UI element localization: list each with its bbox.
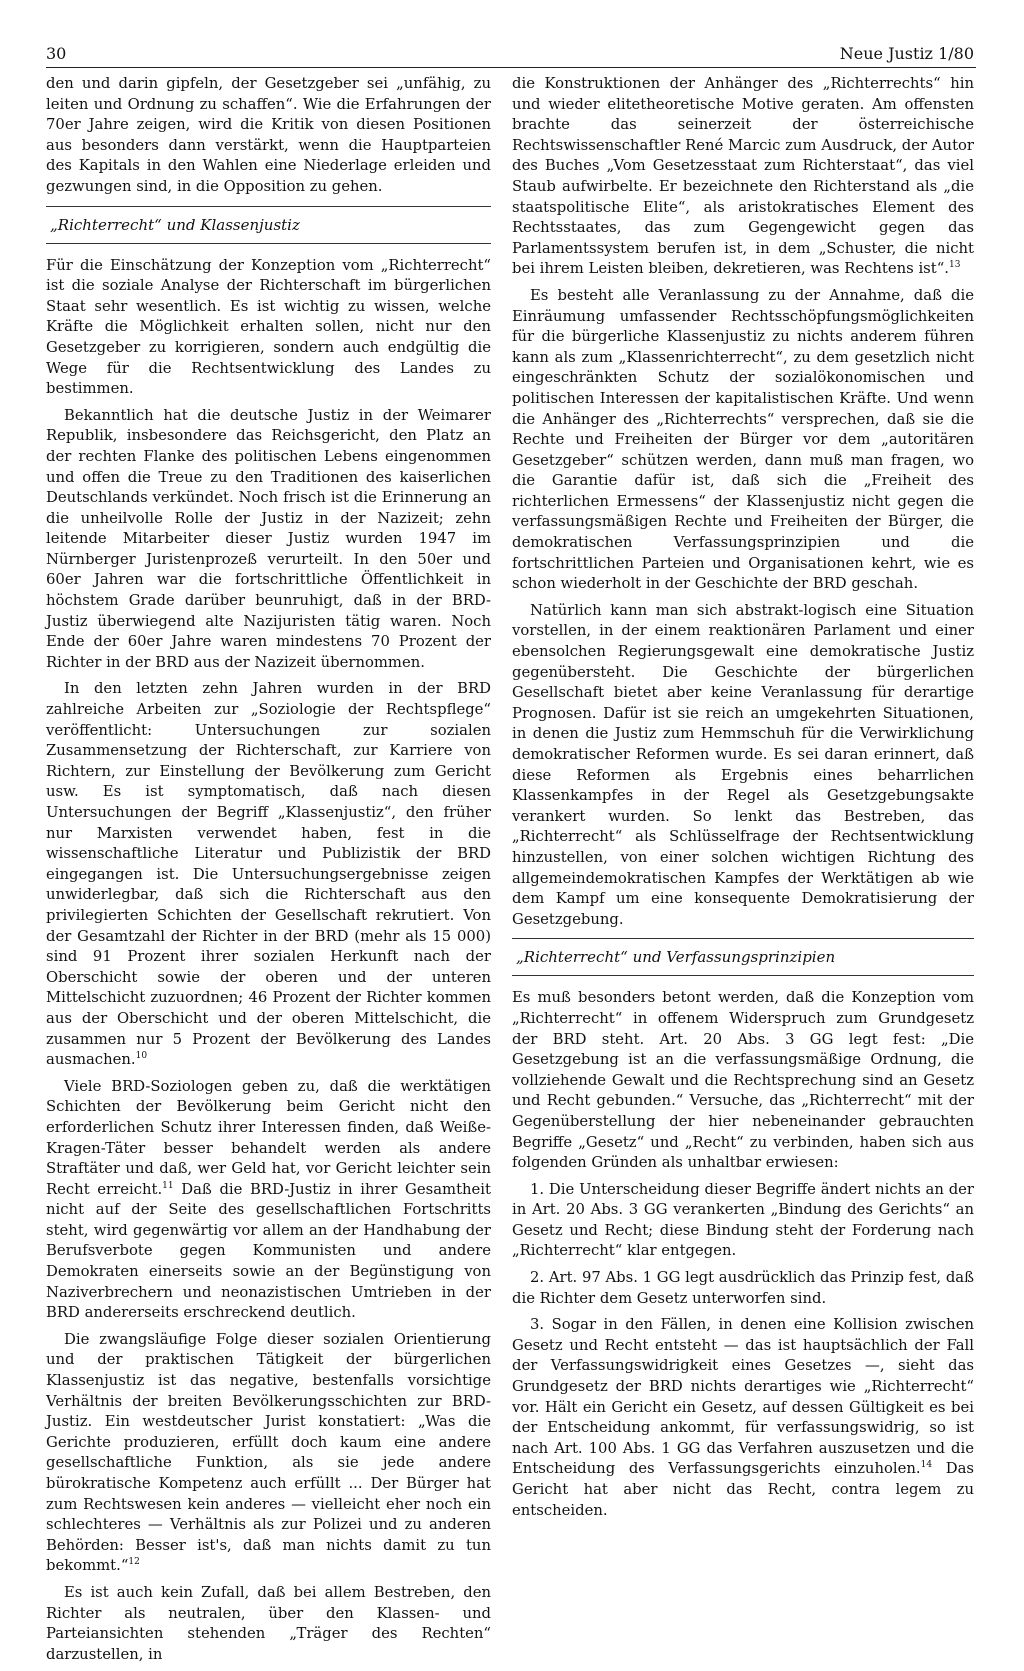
paragraph	[46, 679, 491, 1070]
footnote-ref: 10	[135, 1051, 148, 1062]
paragraph-text: Daß die BRD-Justiz in ihrer Gesamtheit nicht auf der Seite des gesellschaftlichen Fortschritts steht, wird gegenwärtig vor allem an der Handhabung der Berufsverbote gegen Kommunisten und andere Demokraten einerseits sowie an der Begünstigung von Naziverbrechern und neonazistischen Umtrieben in der BRD andererseits erschreckend deutlich.	[46, 1180, 491, 1322]
paragraph-text: Viele BRD-Soziologen geben zu, daß die werktätigen Schichten der Bevölkerung beim Gericht nicht den erforderlichen Schutz ihrer Interessen finden, daß Weiße-Kragen-Täter besser behandelt werden als andere Straftäter und daß, wer Geld hat, vor Gericht leichter sein Recht erreicht.	[46, 1077, 491, 1198]
footnote-ref: 12	[128, 1557, 140, 1568]
paragraph	[46, 1077, 491, 1324]
paragraph-text: In den letzten zehn Jahren wurden in der BRD zahlreiche Arbeiten zur „Soziologie der Rechtspflege“ veröffentlicht: Untersuchungen zur sozialen Zusammensetzung der Richterschaft, zur Karriere von Richtern, zur Einstellung der Bevölkerung zum Gericht usw. Es ist symptomatisch, daß nach diesen Untersuchungen der Begriff „Klassenjustiz“, den früher nur Marxisten verwendet haben, fest in die wissenschaftliche Literatur und Publizistik der BRD eingegangen ist. Die Untersuchungsergebnisse zeigen unwiderlegbar, daß sich die Richterschaft aus den privilegierten Schichten der Gesellschaft rekrutiert. Von der Gesamtzahl der Richter in der BRD (mehr als 15 000) sind 91 Prozent ihrer sozialen Herkunft nach der Oberschicht sowie der oberen und der unteren Mittelschicht zuzuordnen; 46 Prozent der Richter kommen aus der Oberschicht und der oberen Mittelschicht, die zusammen nur 5 Prozent der Bevölkerung des Landes ausmachen.	[46, 680, 491, 1069]
paragraph: Es ist auch kein Zufall, daß bei allem Bestreben, den Richter als neutralen, über den Klassen- und Parteiansichten stehenden „Träger des Rechten“ darzustellen, in	[46, 1583, 491, 1663]
page-number: 30	[46, 44, 67, 63]
list-item	[512, 1315, 974, 1521]
paragraph-text: die Konstruktionen der Anhänger des „Richterrechts“ hin und wieder elitetheoretische Motive geraten. Am offensten brachte das seinerzeit der österreichische Rechtswissenschaftler René Marcic zum Ausdruck, der Autor des Buches „Vom Gesetzesstaat zum Richterstaat“, das viel Staub aufwirbelte. Er bezeichnete den Richterstand als „die staatspolitische Elite“, als aristokratisches Element des Rechtsstaates, das zum Gegengewicht gegen das Parlamentssystem berufen ist, in dem „Schuster, die nicht bei ihrem Leisten bleiben, dekretieren, was Rechtens ist“.	[512, 75, 974, 278]
footnote-ref: 14	[920, 1460, 933, 1471]
paragraph-text: Die zwangsläufige Folge dieser sozialen Orientierung und der praktischen Tätigkeit der bürgerlichen Klassenjustiz ist das negative, bestenfalls vorsichtige Verhältnis der breiten Bevölkerungsschichten zur BRD-Justiz. Ein westdeutscher Jurist konstatiert: „Was die Gerichte produzieren, erfüllt doch kaum eine andere gesellschaftliche Funktion, als sie jede andere bürokratische Kompetenz auch erfüllt ... Der Bürger hat zum Rechtswesen kein anderes — vielleicht eher noch ein schlechteres — Verhältnis als zur Polizei und zu anderen Behörden: Besser ist's, daß man nichts damit zu tun bekommt.“	[46, 1330, 491, 1575]
section-heading: „Richterrecht“ und Verfassungsprinzipien	[512, 938, 974, 976]
running-header: Neue Justiz 1/80	[839, 44, 974, 63]
list-item: 2. Art. 97 Abs. 1 GG legt ausdrücklich das Prinzip fest, daß die Richter dem Gesetz unterworfen sind.	[512, 1269, 974, 1307]
paragraph-text: 3. Sogar in den Fällen, in denen eine Kollision zwischen Gesetz und Recht entsteht — das ist hauptsächlich der Fall der Verfassungswidrigkeit eines Gesetzes —, sieht das Grundgesetz der BRD nichts derartiges wie „Richterrecht“ vor. Hält ein Gericht ein Gesetz, auf dessen Gültigkeit es bei der Entscheidung ankommt, für verfassungswidrig, so ist nach Art. 100 Abs. 1 GG das Verfahren auszusetzen und die Entscheidung des Verfassungsgerichts einzuholen.	[512, 1316, 974, 1478]
paragraph	[46, 1330, 491, 1577]
header-rule	[46, 67, 976, 68]
section-heading: „Richterrecht“ und Klassenjustiz	[46, 206, 491, 244]
paragraph: den und darin gipfeln, der Gesetzgeber sei „unfähig, zu leiten und Ordnung zu schaffen“. Wie die Erfahrungen der 70er Jahre zeigen, wird die Kritik von diesen Positionen aus besonders dann verstärkt, wenn die Hauptparteien des Kapitals in den Wahlen eine Niederlage erleiden und gezwungen sind, in die Opposition zu gehen.	[46, 75, 491, 195]
paragraph: Bekanntlich hat die deutsche Justiz in der Weimarer Republik, insbesondere das Reichsgericht, den Platz an der rechten Flanke des politischen Lebens eingenommen und offen die Treue zu den Traditionen des kaiserlichen Deutschlands verkündet. Noch frisch ist die Erinnerung an die unheilvolle Rolle der Justiz in der Nazizeit; zehn leitende Mitarbeiter dieser Justiz wurden 1947 im Nürnberger Juristenprozeß verurteilt. In den 50er und 60er Jahren war die fortschrittliche Öffentlichkeit in höchstem Grade darüber beunruhigt, daß in der BRD-Justiz überwiegend alte Nazijuristen tätig waren. Noch Ende der 60er Jahre waren mindestens 70 Prozent der Richter in der BRD aus der Nazizeit übernommen.	[46, 406, 491, 671]
left-column	[46, 74, 491, 1671]
footnote-ref: 11	[162, 1180, 174, 1191]
paragraph: Es muß besonders betont werden, daß die Konzeption vom „Richterrecht“ in offenem Widerspruch zum Grundgesetz der BRD steht. Art. 20 Abs. 3 GG legt fest: „Die Gesetzgebung ist an die verfassungsmäßige Ordnung, die vollziehende Gewalt und die Rechtsprechung sind an Gesetz und Recht gebunden.“ Versuche, das „Richterrecht“ mit der Gegenüberstellung der hier nebeneinander gebrauchten Begriffe „Gesetz“ und „Recht“ zu verbinden, haben sich aus folgenden Gründen als unhaltbar erwiesen:	[512, 989, 974, 1172]
paragraph	[512, 74, 974, 280]
paragraph: Für die Einschätzung der Konzeption vom „Richterrecht“ ist die soziale Analyse der Richterschaft im bürgerlichen Staat sehr wesentlich. Es ist wichtig zu wissen, welche Kräfte die Möglichkeit erhalten sollen, nicht nur den Gesetzgeber zu korrigieren, sondern auch endgültig die Wege für die Rechtsentwicklung des Landes zu bestimmen.	[46, 256, 491, 398]
right-column	[512, 74, 974, 1527]
paragraph: Natürlich kann man sich abstrakt-logisch eine Situation vorstellen, in der einem reaktionären Parlament und einer ebensolchen Regierungsgewalt eine demokratische Justiz gegenübersteht. Die Geschichte der bürgerlichen Gesellschaft bietet aber keine Veranlassung für derartige Prognosen. Dafür ist sie reich an umgekehrten Situationen, in denen die Justiz zum Hemmschuh für die Verwirklichung demokratischer Reformen wurde. Es sei daran erinnert, daß diese Reformen als Ergebnis eines beharrlichen Klassenkampfes in der Regel als Gesetzgebungsakte verankert wurden. So lenkt das Bestreben, das „Richterrecht“ als Schlüsselfrage der Rechtsentwicklung hinzustellen, von einer solchen wichtigen Richtung des allgemeindemokratischen Kampfes der Werktätigen ab wie dem Kampf um eine konsequente Demokratisierung der Gesetzgebung.	[512, 601, 974, 928]
footnote-ref: 13	[949, 260, 961, 271]
paragraph-text: Das Gericht hat aber nicht das Recht, contra legem zu entscheiden.	[512, 1460, 975, 1519]
paragraph: Es besteht alle Veranlassung zu der Annahme, daß die Einräumung umfassender Rechtsschöpfungsmöglichkeiten für die bürgerliche Klassenjustiz zu nichts anderem führen kann als zum „Klassenrichterrecht“, zu dem gesetzlich nicht eingeschränkten Schutz der sozialökonomischen und politischen Interessen der kapitalistischen Kräfte. Und wenn die Anhänger des „Richterrechts“ versprechen, daß sie die Rechte und Freiheiten der Bürger vor dem „autoritären Gesetzgeber“ schützen werden, dann muß man fragen, wo die Garantie dafür ist, daß sich die „Freiheit des richterlichen Ermessens“ der Klassenjustiz nicht gegen die verfassungsmäßigen Rechte und Freiheiten der Bürger, die demokratischen Verfassungsprinzipien und die fortschrittlichen Parteien und Organisationen kehrt, wie es schon wiederholt in der Geschichte der BRD geschah.	[512, 286, 974, 593]
list-item: 1. Die Unterscheidung dieser Begriffe ändert nichts an der in Art. 20 Abs. 3 GG verankerten „Bindung des Gerichts“ an Gesetz und Recht; diese Bindung steht der Forderung nach „Richterrecht“ klar entgegen.	[512, 1180, 974, 1260]
